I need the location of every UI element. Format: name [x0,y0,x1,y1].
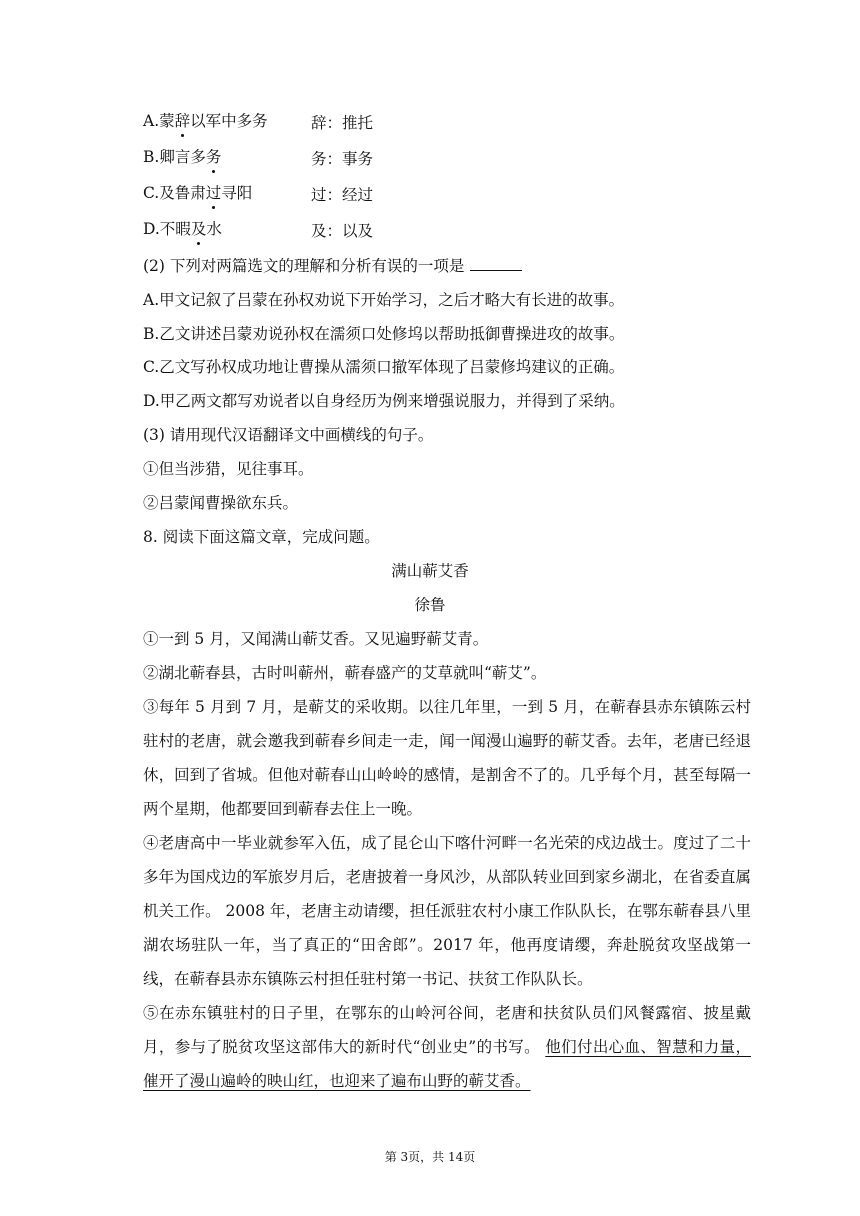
page-footer: 第 3页，共 14页 [384,1150,476,1164]
article-title: 满山蕲艾香 [391,562,469,580]
option-a-gloss: 辞：推托 [311,114,374,132]
article-author: 徐鲁 [414,596,446,614]
question-8-stem: 8. 阅读下面这篇文章，完成问题。 [143,528,380,546]
article-paragraph-2: ②湖北蕲春县，古时叫蕲州，蕲春盛产的艾草就叫“蕲艾”。 [143,664,547,682]
question-3-stem: (3) 请用现代汉语翻译文中画横线的句子。 [143,426,434,444]
option-c: C.及鲁肃过寻阳 [143,184,253,202]
q3-item-2: ②吕蒙闻曹操欲东兵。 [143,494,299,512]
option-b-gloss: 务：事务 [311,150,374,168]
q3-item-1: ①但当涉猎，见往事耳。 [143,460,314,478]
option-b: B.卿言多务 [143,148,222,166]
q2-choice-b: B.乙文讲述吕蒙劝说孙权在濡须口处修坞以帮助抵御曹操进攻的故事。 [143,325,625,343]
question-2-stem: (2) 下列对两篇选文的理解和分析有误的一项是 [143,256,522,276]
q2-choice-a: A.甲文记叙了吕蒙在孙权劝说下开始学习，之后才略大有长进的故事。 [143,291,625,309]
option-a: A.蒙辞以军中多务 [143,112,268,130]
option-d-gloss: 及：以及 [311,222,374,240]
q2-choice-d: D.甲乙两文都写劝说者以自身经历为例来增强说服力，并得到了采纳。 [143,392,625,410]
dotted-char: 务 [205,148,222,166]
dotted-char: 过 [205,184,222,202]
underlined-sentence: 他们付出心血、智慧和力量，催开了漫山遍岭的映山红，也迎来了遍布山野的蕲艾香。 [143,1038,751,1090]
option-d: D.不暇及水 [143,220,222,238]
answer-blank[interactable] [470,256,522,271]
option-c-gloss: 过：经过 [311,186,374,204]
article-paragraph-5: ⑤在赤东镇驻村的日子里，在鄂东的山岭河谷间，老唐和扶贫队员们风餐露宿、披星戴月，参与了脱贫攻坚这部伟大的新时代“创业史”的书写。 他们付出心血、智慧和力量，催开了漫山遍岭的映山红，也迎来了遍布山野的蕲艾香。 [143,1004,751,1090]
q2-choice-c: C.乙文写孙权成功地让曹操从濡须口撤军体现了吕蒙修坞建议的正确。 [143,358,625,376]
dotted-char: 辞 [174,112,191,130]
article-paragraph-1: ①一到 5 月，又闻满山蕲艾香。又见遍野蕲艾青。 [143,630,489,648]
article-paragraph-4: ④老唐高中一毕业就参军入伍，成了昆仑山下喀什河畔一名光荣的戍边战士。度过了二十多年为国戍边的军旅岁月后，老唐披着一身风沙，从部队转业回到家乡湖北，在省委直属机关工作。 2008 年，老唐主动请缨，担任派驻农村小康工作队队长，在鄂东蕲春县八里湖农场驻队一年，当了真正的“田舍郎”。2017 年，他再度请缨，奔赴脱贫攻坚战第一线，在蕲春县赤东镇陈云村担任驻村第一书记、扶贫工作队队长。 [143,834,751,988]
article-paragraph-3: ③每年 5 月到 7 月，是蕲艾的采收期。以往几年里，一到 5 月，在蕲春县赤东镇陈云村驻村的老唐，就会邀我到蕲春乡间走一走，闻一闻漫山遍野的蕲艾香。去年，老唐已经退休，回到了省城。但他对蕲春山山岭岭的感情，是割舍不了的。几乎每个月，甚至每隔一两个星期，他都要回到蕲春去住上一晚。 [143,698,751,818]
dotted-char: 及 [190,220,207,238]
